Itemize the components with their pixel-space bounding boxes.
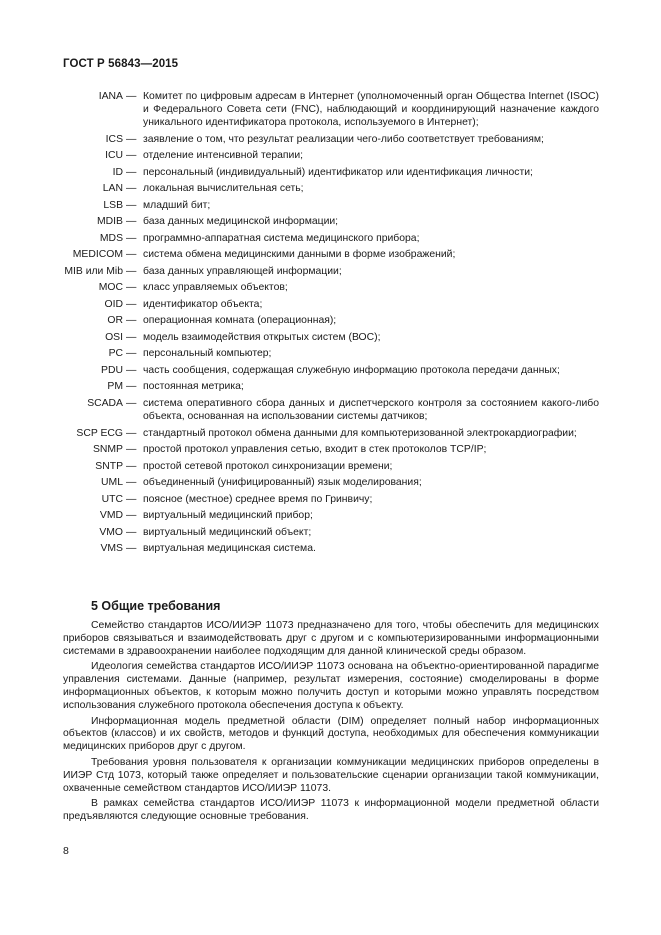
abbreviation-definition: Комитет по цифровым адресам в Интернет (уполномоченный орган Общества Internet (ISOC) и Федерального Совета сети (FNC), наблюдающий и координирующий назначение каждого уникального идентификатора протокола, используемого в Интернет); [143,91,599,129]
abbreviation-term: PM [107,381,123,393]
abbreviation-dash: — [126,150,137,162]
abbreviation-dash: — [126,315,137,327]
abbreviation-definition: часть сообщения, содержащая служебную информацию протокола передачи данных; [143,364,560,376]
abbreviation-dash: — [126,216,137,228]
section-body [63,620,599,827]
abbreviation-definition: локальная вычислительная сеть; [143,183,304,195]
body-paragraph: В рамках семейства стандартов ИСО/ИИЭР 11073 к информационной модели предметной области предъявляются следующие основные требования. [63,798,599,823]
abbreviation-dash: — [126,460,137,472]
abbreviation-list [0,90,661,559]
abbreviation-dash: — [126,444,137,456]
abbreviation-dash: — [126,364,137,376]
abbreviation-definition: постоянная метрика; [143,381,244,393]
abbreviation-dash: — [126,381,137,393]
abbreviation-definition: база данных медицинской информации; [143,216,339,228]
abbreviation-dash: — [126,183,137,195]
abbreviation-definition: поясное (местное) среднее время по Гринвичу; [143,493,373,505]
abbreviation-dash: — [126,133,137,145]
abbreviation-row [0,331,661,344]
abbreviation-definition: стандартный протокол обмена данными для компьютеризованной электрокардиографии; [143,427,577,439]
abbreviation-definition: операционная комната (операционная); [143,315,337,327]
abbreviation-definition: персональный компьютер; [143,348,272,360]
abbreviation-dash: — [126,427,137,439]
abbreviation-row [0,526,661,539]
abbreviation-term: SCP ECG [76,427,123,439]
abbreviation-row [0,166,661,179]
abbreviation-term: LAN [102,183,123,195]
body-paragraph: Требования уровня пользователя к организации коммуникации медицинских приборов определены в ИИЭР Стд 1073, который также определяет и пользовательские сценарии организации такой коммуникации, охваченные семейством стандартов ИСО/ИИЭР 11073. [63,756,599,794]
abbreviation-row [0,493,661,506]
abbreviation-term: PC [108,348,123,360]
abbreviation-term: VMO [99,526,123,538]
abbreviation-row [0,215,661,228]
abbreviation-term: IANA [98,91,123,102]
section-heading: 5 Общие требования [91,599,221,613]
abbreviation-dash: — [126,526,137,538]
abbreviation-term: SNTP [95,460,123,472]
abbreviation-definition: простой протокол управления сетью, входит в стек протоколов TCP/IP; [143,444,487,456]
abbreviation-definition: отделение интенсивной терапии; [143,150,304,162]
abbreviation-row [0,232,661,245]
abbreviation-definition: программно-аппаратная система медицинского прибора; [143,232,420,244]
abbreviation-term: MDS [99,232,123,244]
abbreviation-term: VMS [100,543,123,555]
abbreviation-dash: — [126,543,137,555]
body-paragraph: Информационная модель предметной области (DIM) определяет полный набор информационных объектов (классов) и их свойств, методов и функций доступа, необходимых для обеспечения коммуникации медицинских приборов друг с другом. [63,715,599,753]
abbreviation-dash: — [126,199,137,211]
abbreviation-definition: идентификатор объекта; [143,298,263,310]
abbreviation-term: MOC [98,282,123,294]
abbreviation-definition: модель взаимодействия открытых систем (ВОС); [143,331,381,343]
abbreviation-dash: — [126,265,137,277]
abbreviation-dash: — [126,331,137,343]
abbreviation-definition: младший бит; [143,199,211,211]
abbreviation-row [0,476,661,489]
abbreviation-term: SCADA [87,397,123,409]
document-header: ГОСТ Р 56843—2015 [63,58,179,70]
abbreviation-dash: — [126,298,137,310]
abbreviation-dash: — [126,493,137,505]
abbreviation-term: MEDICOM [72,249,123,261]
abbreviation-definition: виртуальный медицинский объект; [143,526,312,538]
abbreviation-definition: виртуальная медицинская система. [143,543,316,555]
abbreviation-dash: — [126,477,137,489]
abbreviation-term: MDIB [97,216,123,228]
abbreviation-term: MIB или Mib [64,265,123,277]
abbreviation-row [0,427,661,440]
abbreviation-dash: — [126,166,137,178]
abbreviation-definition: база данных управляющей информации; [143,265,342,277]
abbreviation-row [0,90,661,130]
abbreviation-definition: система обмена медицинскими данными в форме изображений; [143,249,456,261]
abbreviation-term: OSI [105,331,123,343]
abbreviation-row [0,133,661,146]
abbreviation-row [0,509,661,522]
abbreviation-definition: объединенный (унифицированный) язык моделирования; [143,477,422,489]
abbreviation-definition: виртуальный медицинский прибор; [143,510,313,522]
abbreviation-row [0,248,661,261]
abbreviation-dash: — [126,348,137,360]
abbreviation-term: PDU [101,364,123,376]
abbreviation-dash: — [126,397,137,409]
abbreviation-dash: — [126,282,137,294]
abbreviation-row [0,364,661,377]
abbreviation-row [0,314,661,327]
abbreviation-row [0,380,661,393]
abbreviation-row [0,298,661,311]
body-paragraph: Идеология семейства стандартов ИСО/ИИЭР 11073 основана на объектно-ориентированной парадигме управления системами. Данные (например, результат измерения, состояние) смоделированы в форме информационных объектов, к которым можно получить доступ и которыми можно управлять посредством использования служебного протокола обеспечения доступа к объекту. [63,661,599,711]
abbreviation-term: OID [104,298,123,310]
abbreviation-term: ICU [105,150,123,162]
abbreviation-term: VMD [99,510,123,522]
page-number: 8 [63,845,69,857]
abbreviation-definition: класс управляемых объектов; [143,282,288,294]
abbreviation-dash: — [126,249,137,261]
abbreviation-row [0,347,661,360]
abbreviation-row [0,281,661,294]
abbreviation-row [0,542,661,555]
abbreviation-term: SNMP [92,444,123,456]
abbreviation-term: UML [101,477,123,489]
abbreviation-definition: заявление о том, что результат реализации чего-либо соответствует требованиям; [143,133,544,145]
abbreviation-term: ID [112,166,123,178]
body-paragraph: Семейство стандартов ИСО/ИИЭР 11073 предназначено для того, чтобы обеспечить для медицинских приборов связываться и взаимодействовать друг с другом и с компьютеризированными информационными системами в здравоохранении наиболее подходящим для данной клинической среды образом. [63,620,599,657]
abbreviation-row [0,265,661,278]
abbreviation-term: OR [107,315,123,327]
abbreviation-row [0,460,661,473]
abbreviation-term: LSB [103,199,123,211]
abbreviation-row [0,149,661,162]
abbreviation-row [0,199,661,212]
abbreviation-definition: простой сетевой протокол синхронизации времени; [143,460,393,472]
abbreviation-dash: — [126,510,137,522]
abbreviation-term: ICS [105,133,123,145]
abbreviation-row [0,397,661,423]
abbreviation-row [0,443,661,456]
abbreviation-dash: — [126,232,137,244]
abbreviation-dash: — [126,91,137,102]
abbreviation-row [0,182,661,195]
abbreviation-definition: система оперативного сбора данных и диспетчерского контроля за состоянием какого-либо объекта, основанная на использовании системы датчиков; [143,397,599,423]
abbreviation-definition: персональный (индивидуальный) идентификатор или идентификация личности; [143,166,533,178]
abbreviation-term: UTC [101,493,123,505]
